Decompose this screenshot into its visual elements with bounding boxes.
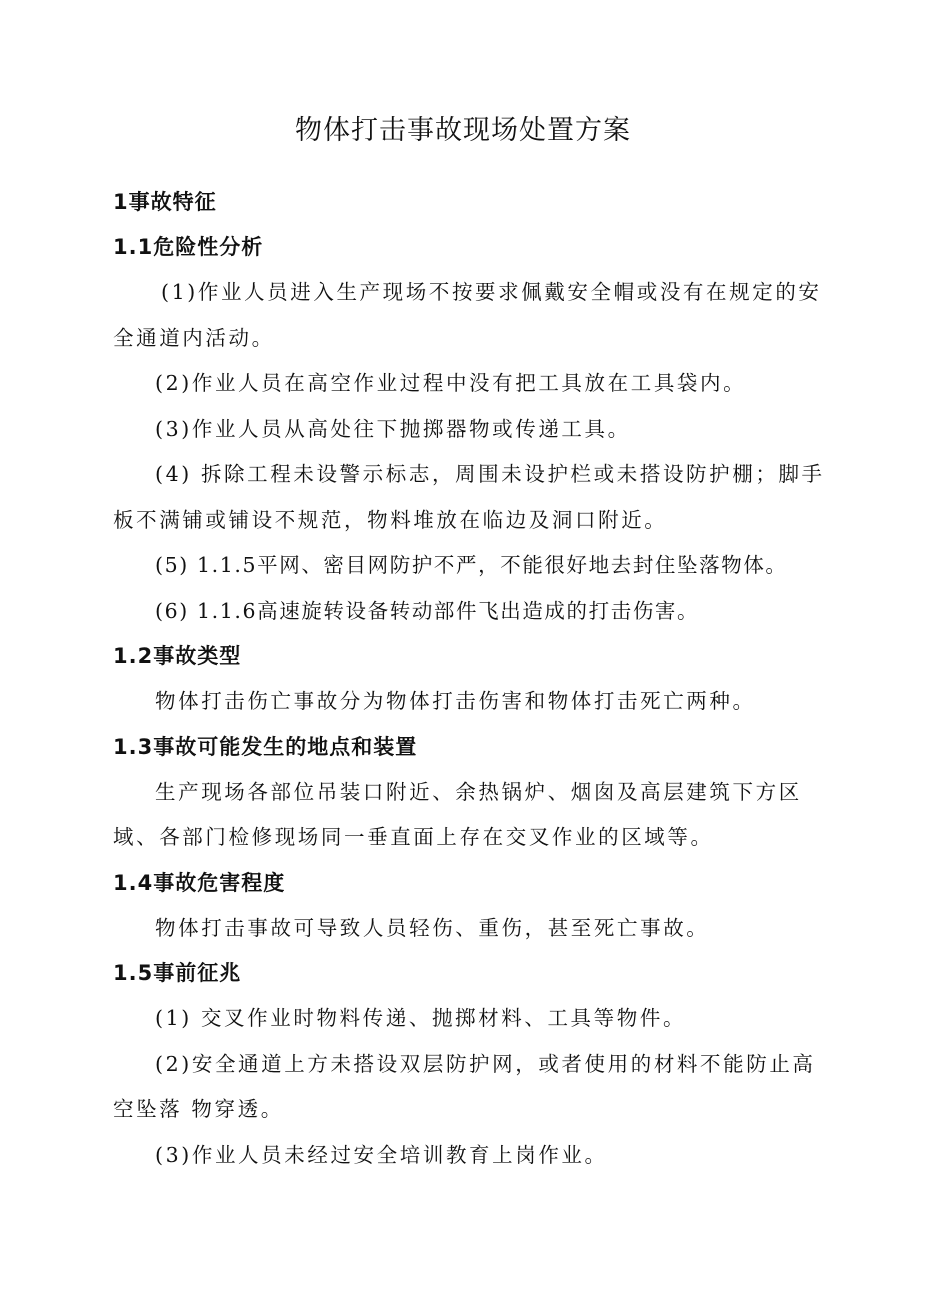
warning-item-2: (2)安全通道上方未搭设双层防护网，或者使用的材料不能防止高空坠落 物穿透。 <box>113 1051 816 1121</box>
harm-degree-text: 物体打击事故可导致人员轻伤、重伤，甚至死亡事故。 <box>155 915 710 940</box>
hazard-item-4: (4) 拆除工程未设警示标志，周围未设护栏或未搭设防护棚；脚手板不满铺或铺设不规范，物料堆放在临边及洞口附近。 <box>113 462 825 532</box>
hazard-item-1: (1)作业人员进入生产现场不按要求佩戴安全帽或没有在规定的安全通道内活动。 <box>113 280 822 350</box>
heading-accident-features: 1事故特征 <box>113 190 217 214</box>
hazard-item-5: (5) 1.1.5平网、密目网防护不严，不能很好地去封住坠落物体。 <box>155 553 788 577</box>
heading-hazard-analysis: 1.1危险性分析 <box>113 235 264 259</box>
heading-harm-degree: 1.4事故危害程度 <box>113 870 286 895</box>
warning-item-3: (3)作业人员未经过安全培训教育上岗作业。 <box>155 1142 608 1167</box>
locations-text: 生产现场各部位吊装口附近、余热锅炉、烟囱及高层建筑下方区域、各部门检修现场同一垂直面上存在交叉作业的区域等。 <box>113 779 802 849</box>
heading-accident-type: 1.2事故类型 <box>113 644 242 668</box>
document-title: 物体打击事故现场处置方案 <box>295 115 631 146</box>
hazard-item-3: (3)作业人员从高处往下抛掷器物或传递工具。 <box>155 416 631 441</box>
warning-item-1: (1) 交叉作业时物料传递、抛掷材料、工具等物件。 <box>155 1006 687 1030</box>
accident-type-text: 物体打击伤亡事故分为物体打击伤害和物体打击死亡两种。 <box>155 689 756 713</box>
hazard-item-2: (2)作业人员在高空作业过程中没有把工具放在工具袋内。 <box>155 371 747 395</box>
document-body <box>113 180 833 1178</box>
heading-warning-signs: 1.5事前征兆 <box>113 961 242 985</box>
heading-locations: 1.3事故可能发生的地点和装置 <box>113 734 418 759</box>
hazard-item-6: (6) 1.1.6高速旋转设备转动部件飞出造成的打击伤害。 <box>155 598 700 623</box>
